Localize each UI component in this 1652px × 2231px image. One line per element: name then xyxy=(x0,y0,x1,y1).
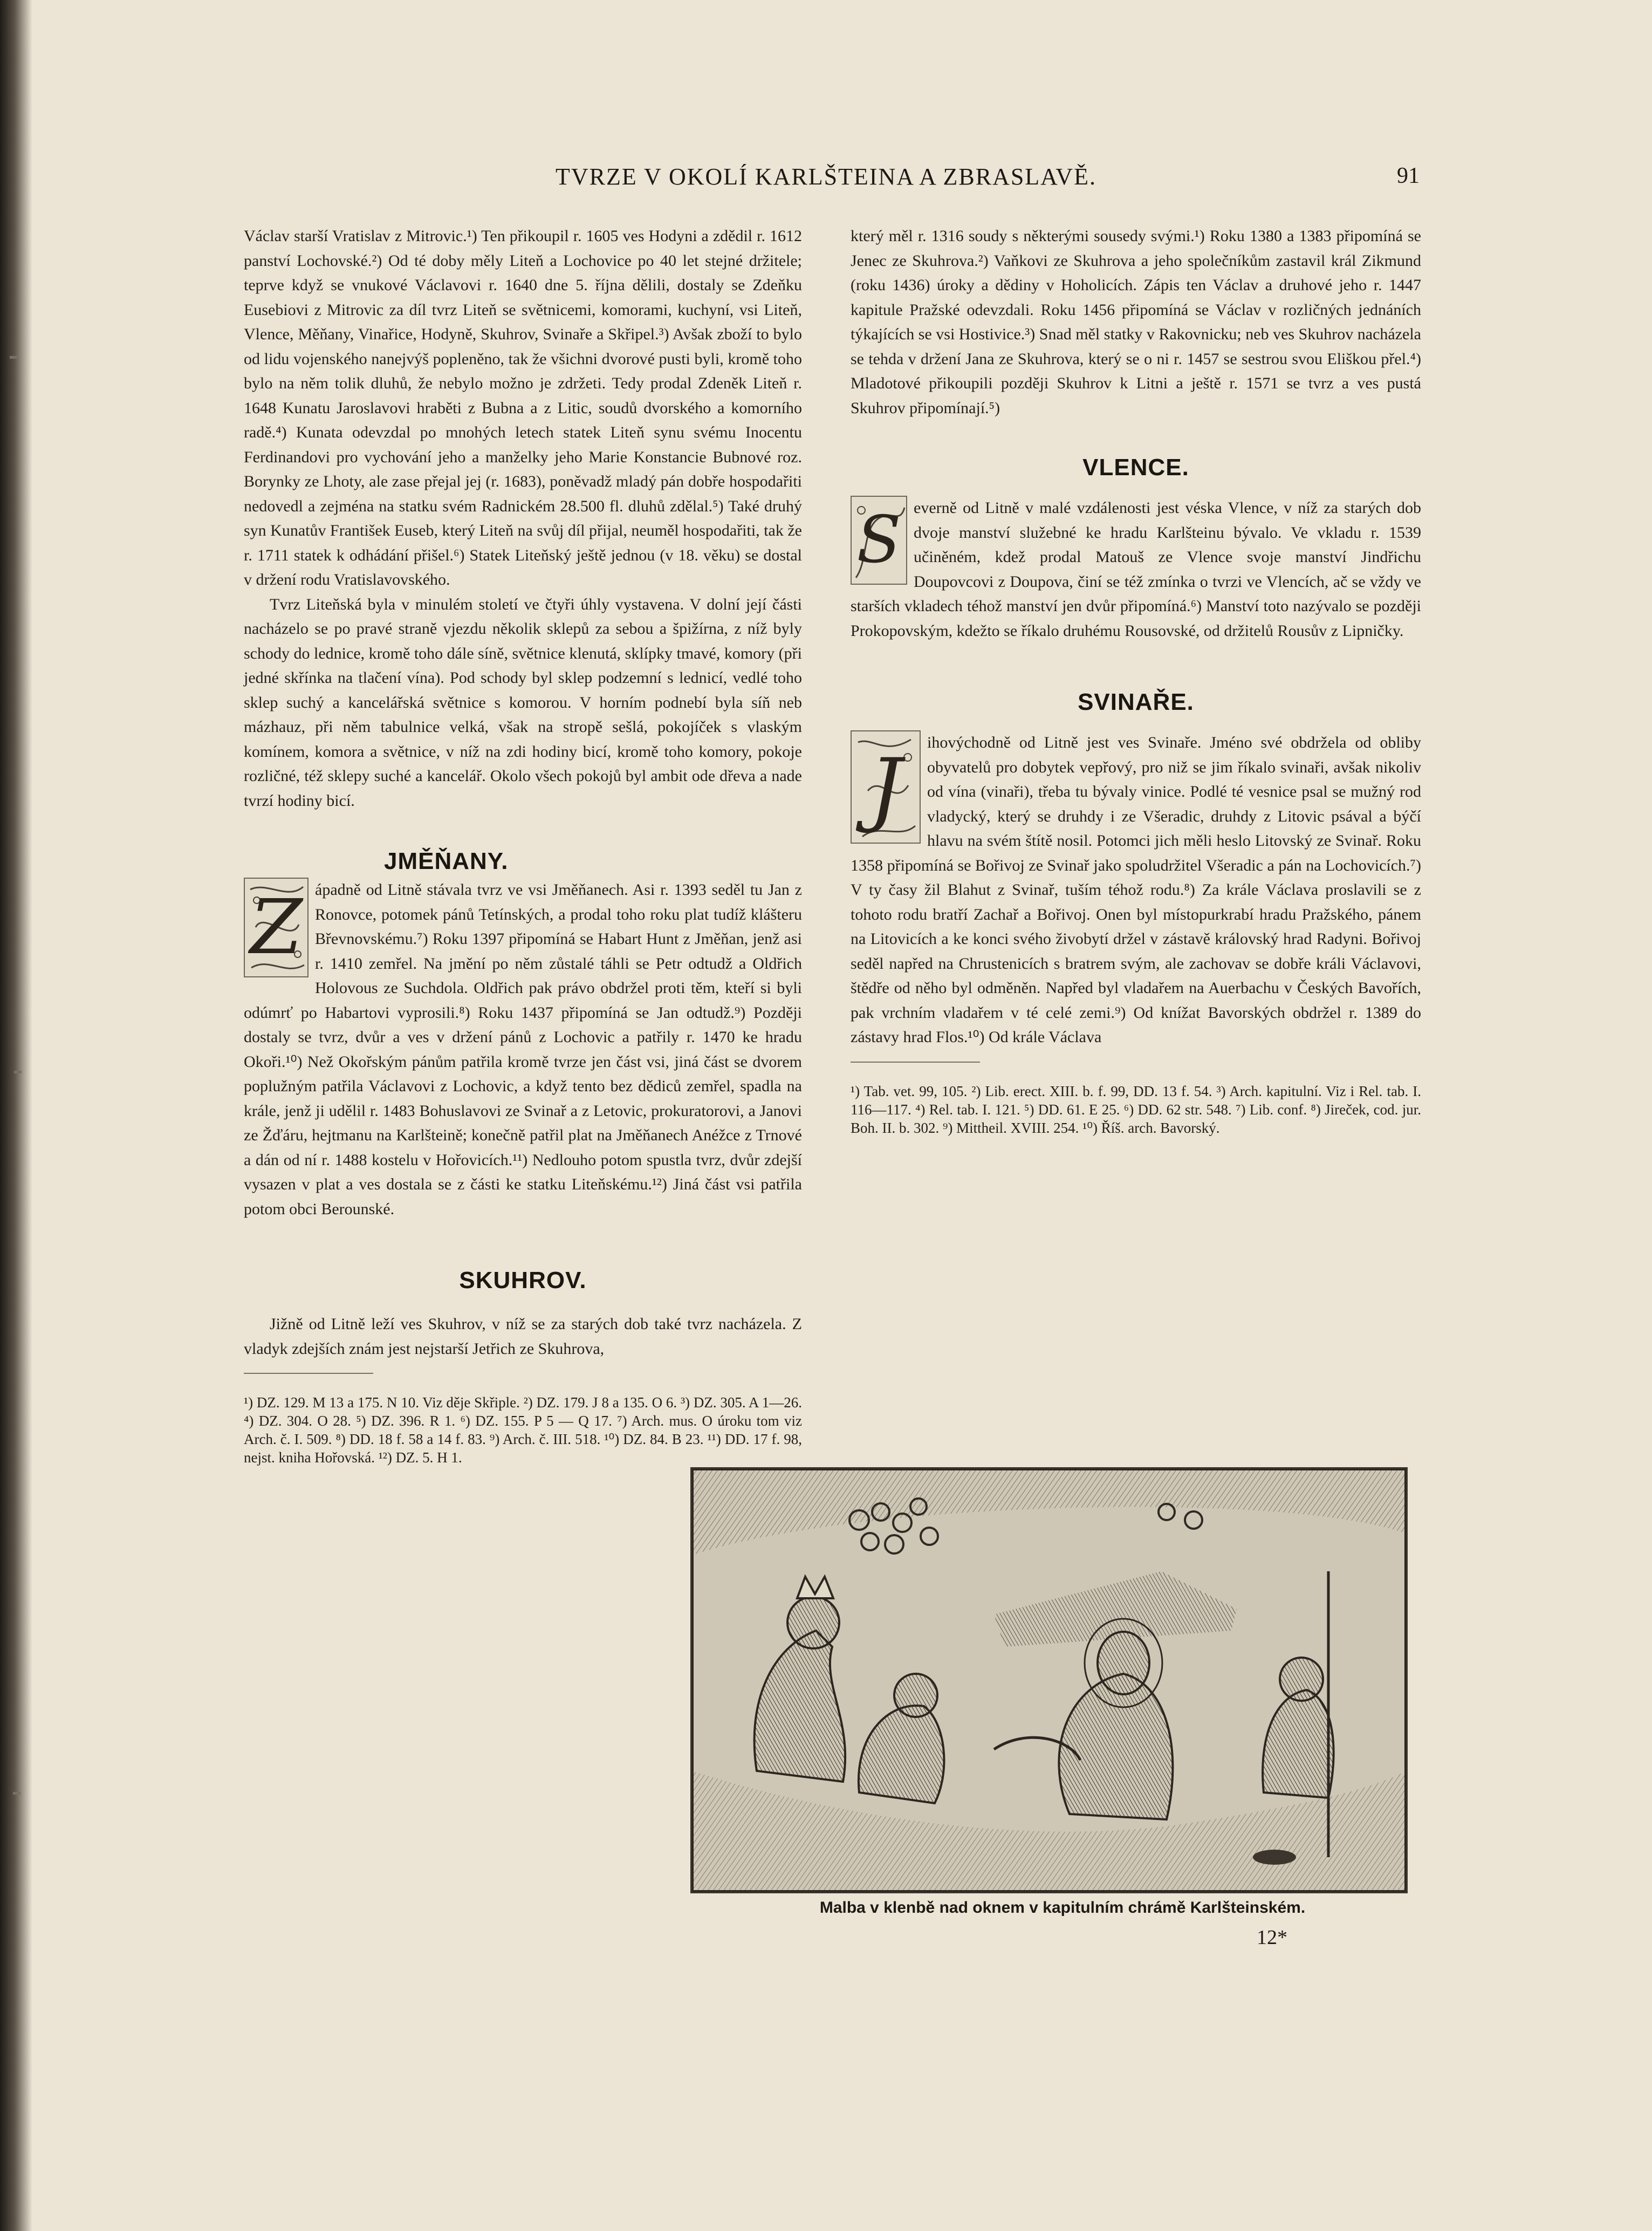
edge-mark xyxy=(14,1071,22,1073)
footnote-rule xyxy=(244,1373,373,1374)
paragraph-skuhrov-continued: který měl r. 1316 soudy s některými sousedy svými.¹) Roku 1380 a 1383 připomíná se Jenec ze Skuhrova.²) Vaňkovi ze Skuhrova a jeho společníkům zastavil král Zikmund (roku 1436) úroky a dědiny v Hoholicích. Zápis ten Václav a druhové jeho r. 1447 kapitule Pražské odevzdali. Roku 1456 připomíná se Václav v rozličných jednáních týkajících se vsi Hostivice.³) Snad měl statky v Rakovnicku; neb ves Skuhrov nacházela se tehda v držení Jana ze Skuhrova, který se o ni r. 1457 se sestrou svou Eliškou přel.⁴) Mladotové přikoupili později Skuhrov k Litni a ještě r. 1571 se tvrz a ves pustá Skuhrov připomínají.⁵) xyxy=(851,227,1421,417)
section-jmenany xyxy=(244,878,802,1221)
section-vlence xyxy=(851,496,1421,643)
paragraph-vlence: everně od Litně v malé vzdálenosti jest véska Vlence, v níž za starých dob dvoje manství služebné ke hradu Karlšteinu bývalo. Ve vkladu r. 1539 učiněném, kdež prodal Matouš ze Vlence svoje manství Jindřichu Doupovcovi z Doupova, činí se též zmínka o tvrzi ve Vlencích, ač se vždy ve starších vkladech téhož manství jen dvůr připomíná.⁶) Manství toto nazývalo se později Prokopovským, kdežto se říkalo druhému Rousovské, od držitelů Rousův z Lipničky. xyxy=(851,499,1421,640)
paragraph-jmenany: ápadně od Litně stávala tvrz ve vsi Jměňanech. Asi r. 1393 seděl tu Jan z Ronovce, potomek pánů Tetínských, a prodal toho roku plat tudíž klášteru Břevnovskému.⁷) Roku 1397 připomíná se Habart Hunt z Jměňan, jenž asi r. 1410 zemřel. Na jmění po něm zůstalé táhli se Petr odtudž a Oldřich Holovous ze Suchdola. Oldřich pak právo obdržel proti těm, kteří si byli odúmrť po Habartovi vyprosili.⁸) Roku 1437 připomíná se Jan odtudž.⁹) Později dostaly se tvrz, dvůr a ves v držení pánů z Lochovic a patřily r. 1470 ke hradu Okoři.¹⁰) Než Okořským pánům patřila kromě tvrze jen část vsi, jiná část se dvorem poplužným patřila Václavovi z Lochovic, a když tento bez dědiců zemřel, spadla na krále, jenž ji udělil r. 1483 Bohuslavovi ze Svinař a z Letovic, prokuratorovi, a Janovi ze Žďáru, hejtmanu na Karlšteině; konečně patřil plat na Jměňanech Anéžce z Trnové a dán od ní r. 1488 kostelu v Hořovicích.¹¹) Nedlouho potom spustla tvrz, dvůr zdejší vysazen v plat a ves dostala se z části ke statku Liteňskému.¹²) Jiná část vsi patřila potom obci Berounské. xyxy=(244,881,802,1218)
nativity-fresco-drawing xyxy=(692,1469,1406,1892)
page-number: 91 xyxy=(1397,163,1420,188)
signature-mark: 12* xyxy=(1257,1926,1287,1949)
footnotes-left: ¹) DZ. 129. M 13 a 175. N 10. Viz děje Skřiple. ²) DZ. 179. J 8 a 135. O 6. ³) DZ. 305. A 1—26. ⁴) DZ. 304. O 28. ⁵) DZ. 396. R 1. ⁶) DZ. 155. P 5 — Q 17. ⁷) Arch. mus. O úroku tom viz Arch. č. I. 509. ⁸) DD. 18 f. 58 a 14 f. 83. ⁹) Arch. č. III. 518. ¹⁰) DZ. 84. B 23. ¹¹) DD. 17 f. 98, nejst. kniha Hořovská. ¹²) DZ. 5. H 1. xyxy=(244,1394,802,1466)
initial-letter: J xyxy=(869,742,902,836)
initial-letter: S xyxy=(856,503,901,578)
decorated-initial xyxy=(244,878,309,977)
left-column xyxy=(244,224,802,1467)
paragraph-svinare: ihovýchodně od Litně jest ves Svinaře. Jméno své obdržela od obliby obyvatelů pro dobytek vepřový, pro niž se jim říkalo svinaři, avšak nikoliv od vína (vinaři), třeba tu bývaly vinice. Podlé té vesnice psal se mužný rod vladycký, který se druhdy i ze Všeradic, druhdy z Litovic psával a býčí hlavu na svém štítě nosil. Potomci jich měli heslo Litovský ze Svinař. Roku 1358 připomíná se Bořivoj ze Svinař jako spoludržitel Všeradic a pán na Lochovicích.⁷) V ty časy žil Blahut z Svinař, tuším téhož rodu.⁸) Za krále Václava proslavili se z tohoto rodu bratří Zachař a Bořivoj. Onen byl místopurkrabí hradu Pražského, pánem na Litovicích a ke konci svého živobytí držel v zástavě královský hrad Radyni. Bořivoj seděl napřed na Chrustenicích s bratrem svým, ale zachovav se dobře králi Václavovi, štědře od něho byl odměněn. Napřed byl vladařem na Auerbachu v Českých Bavořích, pak vrchním vladařem v té celé zemi.⁹) Od knížat Bavorských obdržel r. 1389 do zástavy hrad Flos.¹⁰) Od krále Václava xyxy=(851,734,1421,1046)
section-heading-skuhrov: SKUHROV. xyxy=(459,1267,587,1294)
figure-caption: Malba v klenbě nad oknem v kapitulním chrámě Karlšteinském. xyxy=(819,1899,1306,1917)
paragraph-liten-fortress: Tvrz Liteňská byla v minulém století ve čtyři úhly vystavena. V dolní její části nacházelo se po pravé straně vjezdu několik sklepů za sebou a špižírna, z níž byly schody do lednice, kromě toho dále síně, světnice klenutá, sklípky tmavé, komory (při jedné skřínka na tlačení vína). Pod schody byl sklep podzemní s lednicí, vedlé toho sklep suchý a kancelářská světnice s komorou. V horním podnebí byla síň neb mázhauz, při něm tabulnice velká, však na stropě sešlá, pokojíček s vlaským komínem, komora a světnice, v níž na zdi hodiny bicí, kromě toho komory, pokoje rozličné, též sklepy suché a kancelář. Okolo všech pokojů byl ambit ode dřeva a nade tvrzí hodiny bicí. xyxy=(244,595,802,810)
footnotes-right: ¹) Tab. vet. 99, 105. ²) Lib. erect. XIII. b. f. 99, DD. 13 f. 54. ³) Arch. kapitulní. Viz i Rel. tab. I. 116—117. ⁴) Rel. tab. I. 121. ⁵) DD. 61. E 25. ⁶) DD. 62 str. 548. ⁷) Lib. conf. ⁸) Jireček, cod. jur. Boh. II. b. 302. ⁹) Mittheil. XVIII. 254. ¹⁰) Říš. arch. Bavorský. xyxy=(851,1083,1421,1136)
right-column xyxy=(851,224,1421,1137)
footnote-rule xyxy=(851,1062,980,1063)
decorated-initial xyxy=(851,496,907,585)
edge-mark xyxy=(13,1792,20,1795)
paragraph-skuhrov: Jižně od Litně leží ves Skuhrov, v níž se za starých dob také tvrz nacházela. Z vladyk zdejších znám jest nejstarší Jetřich ze Skuhrova, xyxy=(244,1315,802,1358)
section-heading-vlence: VLENCE. xyxy=(1082,454,1189,481)
decorated-initial xyxy=(851,730,921,844)
edge-mark xyxy=(10,356,17,359)
section-heading-svinare: SVINAŘE. xyxy=(1078,689,1194,715)
running-head: TVRZE V OKOLÍ KARLŠTEINA A ZBRASLAVĚ. xyxy=(556,163,1096,190)
gutter-shadow xyxy=(0,0,32,2231)
section-svinare xyxy=(851,730,1421,1050)
paragraph-liten-history: Václav starší Vratislav z Mitrovic.¹) Ten přikoupil r. 1605 ves Hodyni a zdědil r. 1612 panství Lochovské.²) Od té doby měly Liteň a Lochovice po 40 let stejné držitele; teprve když se vnukové Václavovi r. 1640 dne 5. října dělili, dostaly se Zdeňku Eusebiovi z Mitrovic za díl tvrz Liteň se světnicemi, komorami, kuchyní, vsi Liteň, Vlence, Měňany, Vinařice, Hodyně, Skuhrov, Svinaře a Skřipel.³) Avšak zboží to bylo od lidu vojenského nanejvýš popleněno, tak že všichni dvorové pusti byli, kromě toho bylo na něm tolik dluhů, že nebylo možno je zdržeti. Tedy prodal Zdeněk Liteň r. 1648 Kunatu Jaroslavovi hraběti z Bubna a z Litic, soudů dvorského a komorního radě.⁴) Kunata odevzdal po mnohých letech statek Liteň synu svému Inocentu Ferdinandovi pro vychování jeho a manželky jeho Marie Konstancie Bubnové roz. Borynky ze Lhoty, ale zase přejal jej (r. 1683), poněvadž mladý pán dobře hospodařiti nedovedl a zejména na statku svém Radnickém 28.500 fl. dluhů zdělal.⁵) Také druhý syn Kunatův František Euseb, který Liteň na svůj díl přijal, neuměl hospodařiti, tak že r. 1711 statek k odhádání přišel.⁶) Statek Liteňský ještě jednou (v 18. věku) se dostal v držení rodu Vratislavovského. xyxy=(244,227,802,588)
section-heading-jmenany: JMĚŇANY. xyxy=(384,848,509,874)
initial-letter: Z xyxy=(250,884,303,971)
fresco-illustration xyxy=(690,1467,1408,1893)
